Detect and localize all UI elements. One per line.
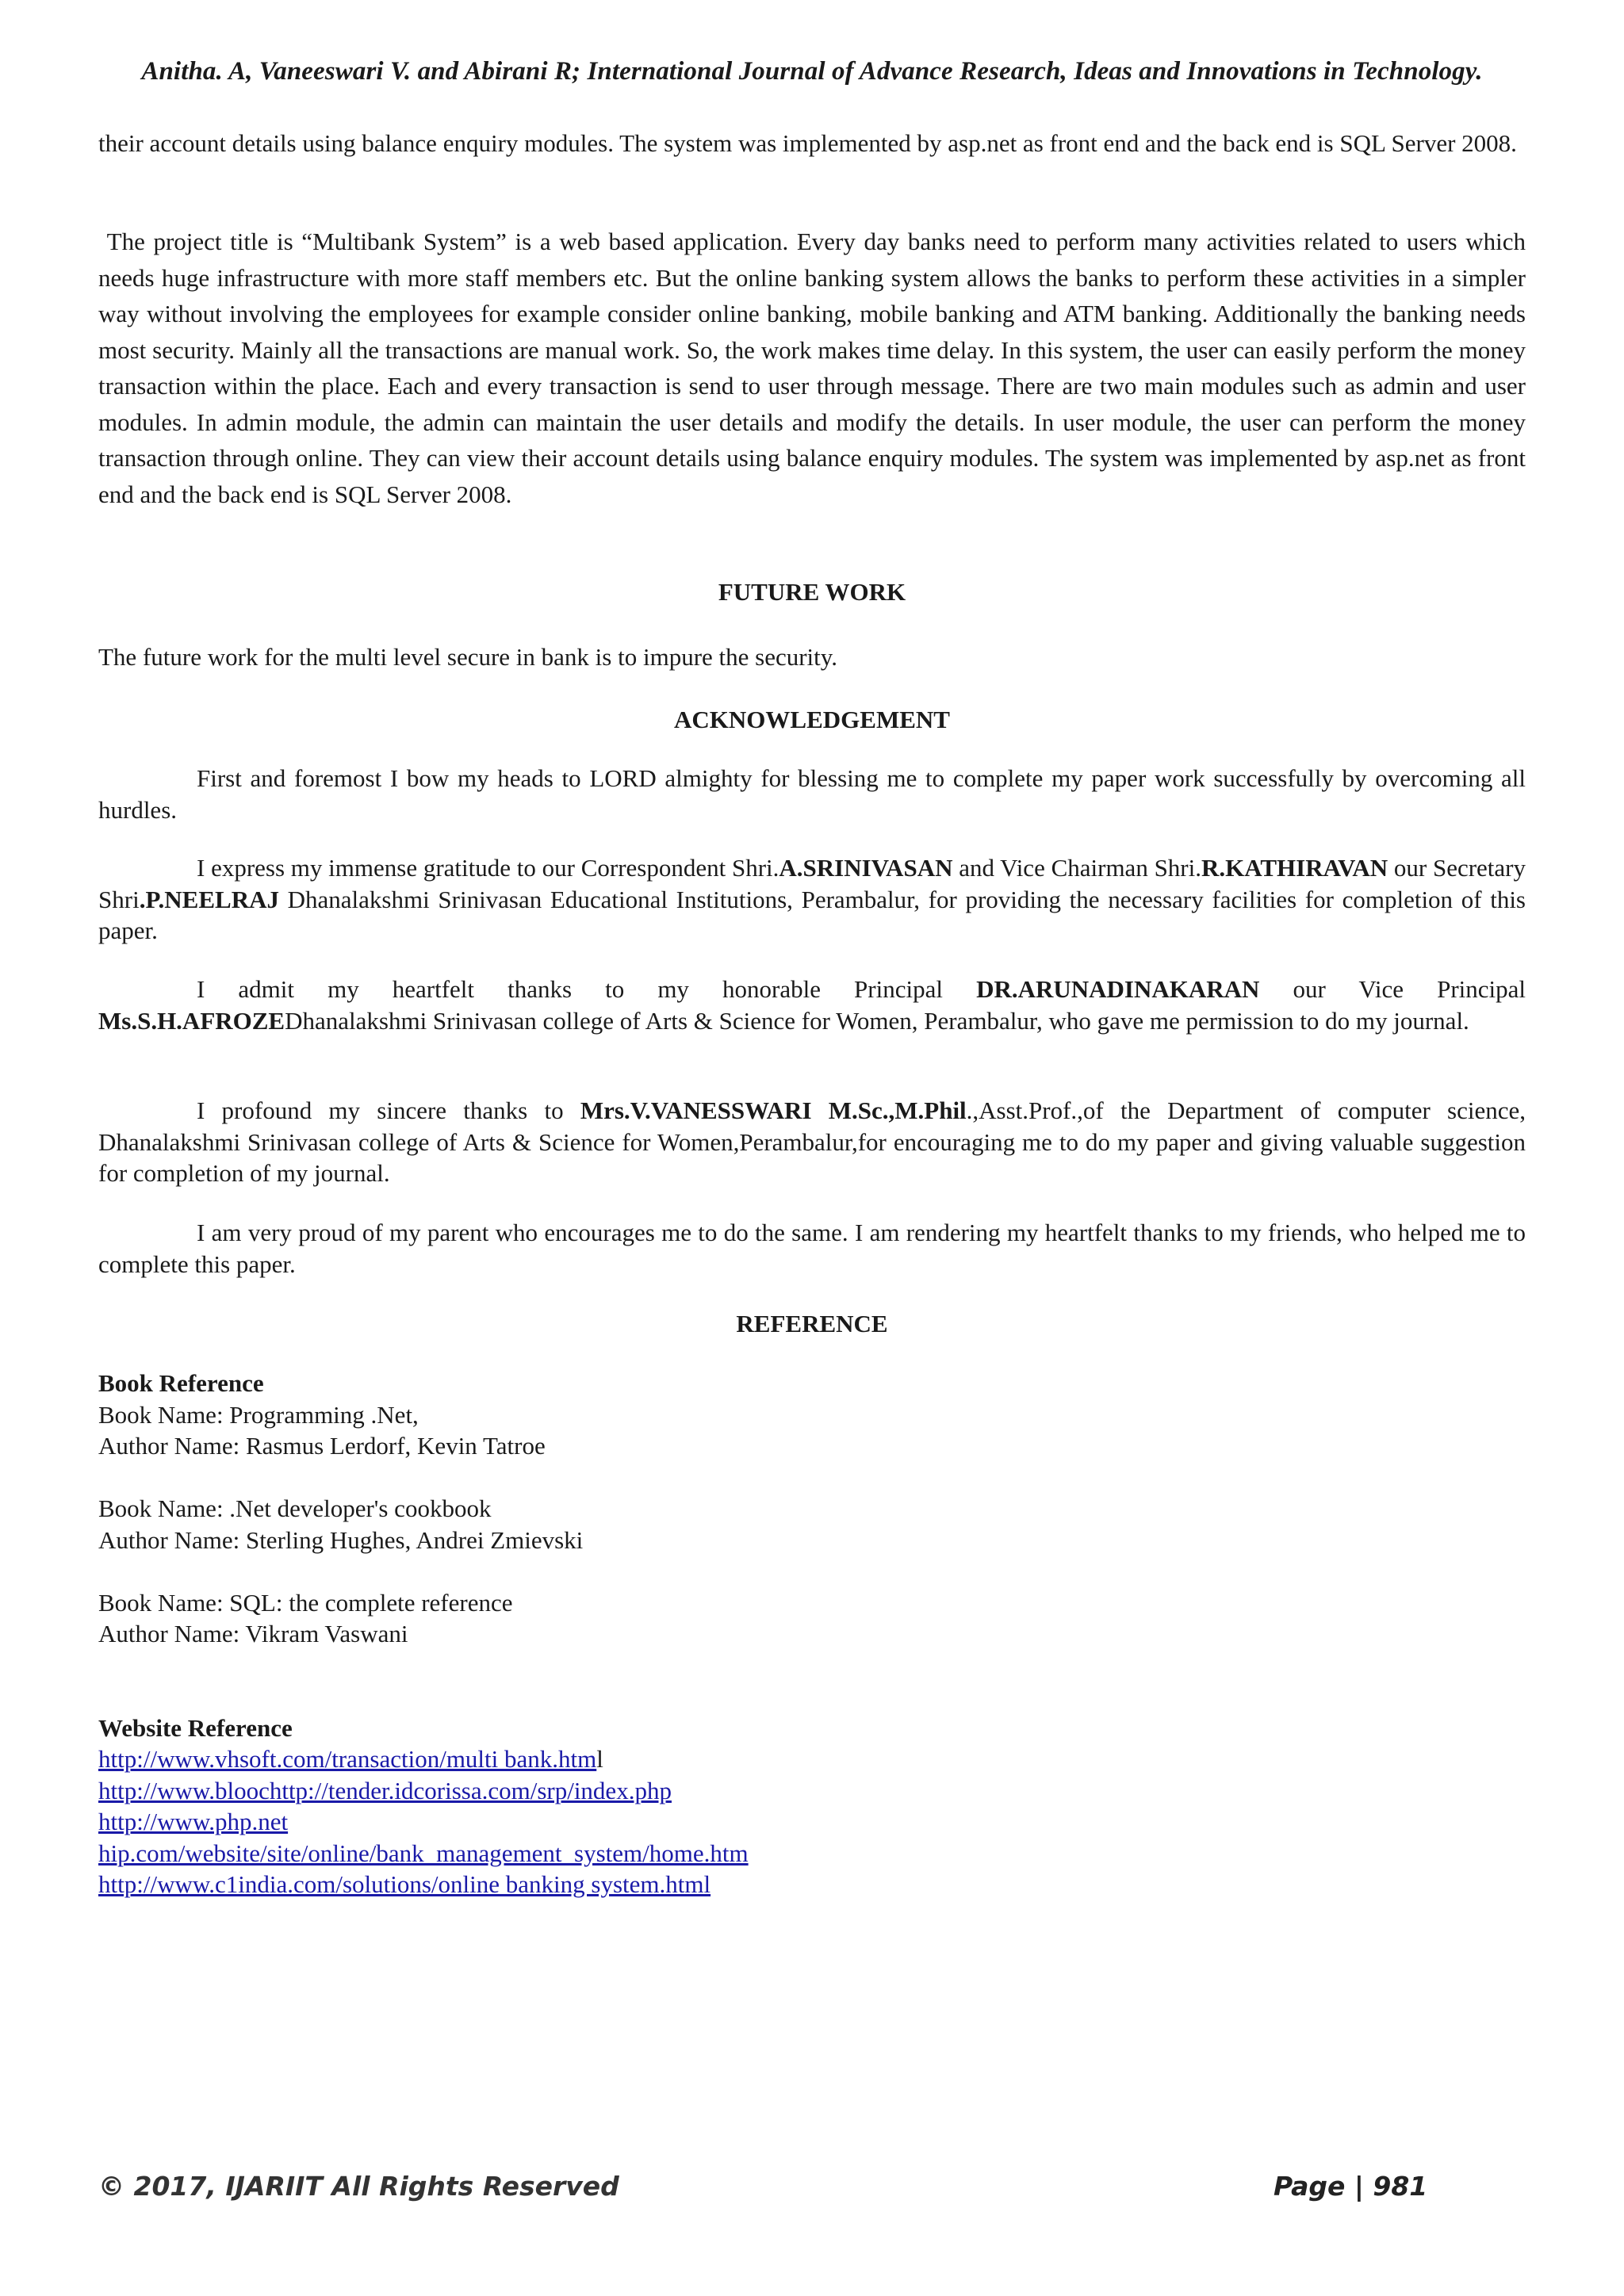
website-link[interactable]: hip.com/website/site/online/bank_management_system/home.htm xyxy=(98,1839,749,1867)
book-entry xyxy=(98,1399,1526,1462)
book-entry xyxy=(98,1493,1526,1556)
website-link-suffix: l xyxy=(596,1745,603,1773)
reference-heading: REFERENCE xyxy=(736,1310,888,1337)
website-link-row xyxy=(98,1806,1526,1838)
ack2-text-4: Dhanalakshmi Srinivasan Educational Institutions, Perambalur, for providing the necessary facilities for completion of this paper. xyxy=(98,885,1532,944)
book-name: Book Name: Programming .Net, xyxy=(98,1400,419,1429)
website-link-row xyxy=(98,1838,1526,1869)
reference-list xyxy=(98,1368,1526,1900)
paragraph-intro-tail: their account details using balance enquiry modules. The system was implemented by asp.net as front end and the back end is SQL Server 2008. xyxy=(98,129,1517,157)
book-reference-heading: Book Reference xyxy=(98,1369,264,1397)
ack4-text-2: .,Asst.Prof.,of the Department of computer science, Dhanalakshmi Srinivasan college of Arts & Science for Women,Perambalur,for encouraging me to do my paper and giving valuable suggestion for completion of my journal. xyxy=(98,1096,1526,1187)
book-entry xyxy=(98,1587,1526,1650)
book-author: Author Name: Sterling Hughes, Andrei Zmievski xyxy=(98,1525,584,1554)
ack-paragraph-3 xyxy=(98,974,1532,1036)
ack2-name-correspondent: A.SRINIVASAN xyxy=(779,854,953,882)
future-work-text: The future work for the multi level secure in bank is to impure the security. xyxy=(98,643,838,671)
ack-paragraph-5: I am very proud of my parent who encourages me to do the same. I am rendering my heartfelt thanks to my friends, who helped me to complete this paper. xyxy=(98,1219,1526,1278)
ack-paragraph-1: First and foremost I bow my heads to LORD almighty for blessing me to complete my paper work successfully by overcoming all hurdles. xyxy=(98,764,1526,824)
ack2-text-1: I express my immense gratitude to our Correspondent Shri. xyxy=(197,854,779,882)
ack-paragraph-4 xyxy=(98,1095,1526,1189)
paragraph-multibank: The project title is “Multibank System” is a web based application. Every day banks need to perform many activities related to users which needs huge infrastructure with more staff members etc. But the online banking system allows the banks to perform these activities in a simpler way without involving the employees for example consider online banking, mobile banking and ATM banking. Additionally the banking needs most security. Mainly all the transactions are manual work. So, the work makes time delay. In this system, the user can easily perform the money transaction within the place. Each and every transaction is send to user through message. There are two main modules such as admin and user modules. In admin module, the admin can maintain the user details and modify the details. In user module, the user can perform the money transaction through online. They can view their account details using balance enquiry modules. The system was implemented by asp.net as front end and the back end is SQL Server 2008. xyxy=(98,228,1532,508)
future-work-heading: FUTURE WORK xyxy=(718,578,906,606)
website-reference-heading: Website Reference xyxy=(98,1713,293,1742)
ack2-name-vice-chairman: R.KATHIRAVAN xyxy=(1201,854,1388,882)
footer-copyright: © 2017, IJARIIT All Rights Reserved xyxy=(98,2171,619,2202)
book-name: Book Name: .Net developer's cookbook xyxy=(98,1494,492,1522)
book-author: Author Name: Vikram Vaswani xyxy=(98,1620,408,1647)
website-link-row xyxy=(98,1775,1526,1807)
website-link-row xyxy=(98,1743,1526,1775)
ack-paragraph-2 xyxy=(98,852,1532,947)
book-name: Book Name: SQL: the complete reference xyxy=(98,1588,513,1617)
acknowledgement-heading: ACKNOWLEDGEMENT xyxy=(674,706,950,733)
ack3-text-3: Dhanalakshmi Srinivasan college of Arts & Science for Women, Perambalur, who gave me permission to do my journal. xyxy=(285,1006,1469,1035)
website-link[interactable]: http://www.vhsoft.com/transaction/multi bank.htm xyxy=(98,1745,597,1773)
ack2-text-3: our Secretary Shri xyxy=(98,854,1532,913)
ack2-name-secretary: .P.NEELRAJ xyxy=(139,885,279,913)
footer-page-number: Page | 981 xyxy=(1274,2171,1428,2202)
ack3-name-vice-principal: Ms.S.H.AFROZE xyxy=(98,1006,285,1035)
ack4-text-1: I profound my sincere thanks to xyxy=(197,1096,580,1124)
website-link[interactable]: http://www.c1india.com/solutions/online banking system.html xyxy=(98,1870,711,1898)
website-link[interactable]: http://www.php.net xyxy=(98,1808,289,1835)
ack3-name-principal: DR.ARUNADINAKARAN xyxy=(976,975,1260,1003)
ack4-name-guide: Mrs.V.VANESSWARI M.Sc.,M.Phil xyxy=(580,1096,967,1124)
website-link-row xyxy=(98,1869,1526,1900)
book-author: Author Name: Rasmus Lerdorf, Kevin Tatroe xyxy=(98,1432,546,1460)
ack2-text-2: and Vice Chairman Shri. xyxy=(952,854,1201,882)
ack3-text-2: our Vice Principal xyxy=(1259,975,1532,1003)
ack3-text-1: I admit my heartfelt thanks to my honorable Principal xyxy=(197,975,977,1003)
website-link[interactable]: http://www.bloochttp://tender.idcorissa.com/srp/index.php xyxy=(98,1776,672,1804)
running-head: Anitha. A, Vaneeswari V. and Abirani R; International Journal of Advance Research, Ideas and Innovations in Technology. xyxy=(141,57,1483,86)
